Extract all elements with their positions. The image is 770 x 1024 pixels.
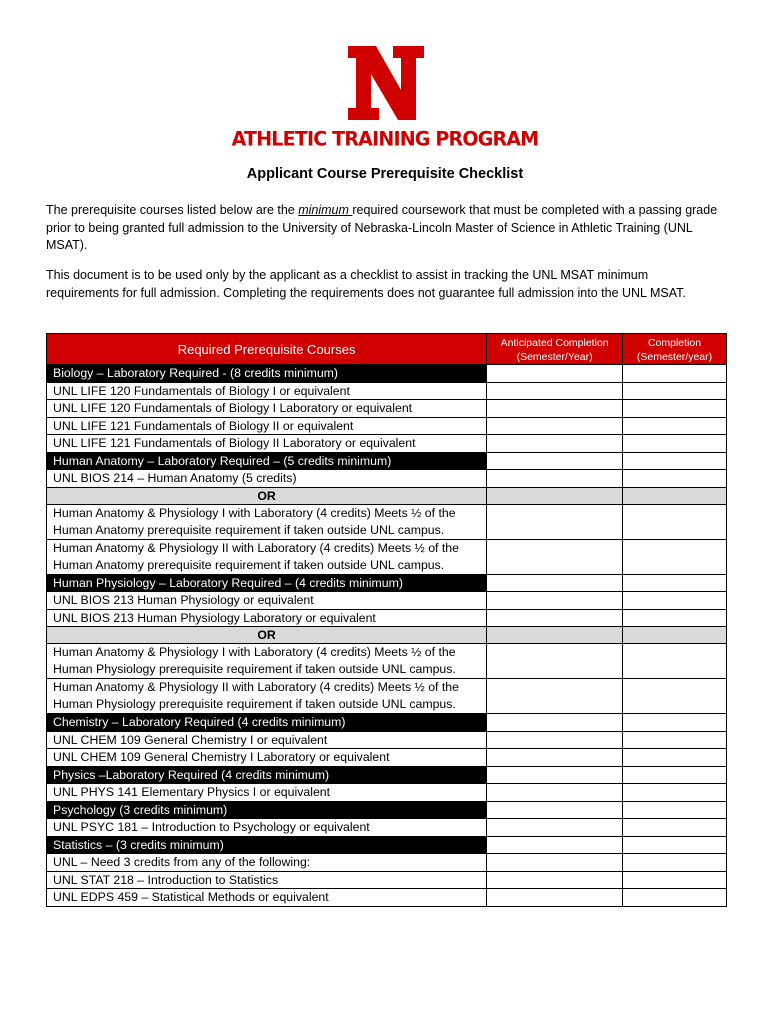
table-row [47,871,727,889]
completion-cell[interactable] [623,784,727,802]
completion-cell[interactable] [623,504,727,539]
or-row [47,627,727,644]
completion-cell[interactable] [623,382,727,400]
course-name: UNL LIFE 120 Fundamentals of Biology I Laboratory or equivalent [47,400,487,418]
anticipated-completion-cell[interactable] [487,435,623,453]
table-row [47,539,727,574]
anticipated-completion-cell[interactable] [487,731,623,749]
course-name: UNL STAT 218 – Introduction to Statistics [47,871,487,889]
section-heading: Physics –Laboratory Required (4 credits minimum) [47,766,487,784]
section-heading: Chemistry – Laboratory Required (4 credits minimum) [47,714,487,732]
completion-cell [623,487,727,504]
anticipated-completion-cell[interactable] [487,854,623,872]
anticipated-completion-cell [487,627,623,644]
section-row [47,766,727,784]
anticipated-completion-cell[interactable] [487,784,623,802]
anticipated-completion-cell[interactable] [487,470,623,488]
anticipated-completion-cell [487,766,623,784]
section-heading: Psychology (3 credits minimum) [47,801,487,819]
course-name: UNL EDPS 459 – Statistical Methods or equivalent [47,889,487,907]
section-row [47,365,727,383]
header-courses: Required Prerequisite Courses [47,334,487,365]
intro-paragraph: The prerequisite courses listed below are the minimum required coursework that must be completed with a passing grade prior to being granted full admission to the University of Nebraska-Lincoln Master of Science in Athletic Training (UNL MSAT). [46,203,718,252]
program-name: ATHLETIC TRAINING PROGRAM [231,127,539,151]
completion-cell[interactable] [623,854,727,872]
minimum-emphasis: minimum [298,203,353,217]
anticipated-completion-cell [487,452,623,470]
section-heading: Human Physiology – Laboratory Required – (4 credits minimum) [47,574,487,592]
course-name: UNL LIFE 121 Fundamentals of Biology II or equivalent [47,417,487,435]
anticipated-completion-cell[interactable] [487,644,623,679]
anticipated-completion-cell [487,365,623,383]
table-row [47,644,727,679]
course-name: UNL PSYC 181 – Introduction to Psychology or equivalent [47,819,487,837]
anticipated-completion-cell [487,714,623,732]
completion-cell[interactable] [623,889,727,907]
section-row [47,836,727,854]
table-row [47,504,727,539]
anticipated-completion-cell[interactable] [487,819,623,837]
table-row [47,819,727,837]
completion-cell [623,714,727,732]
course-name: UNL BIOS 213 Human Physiology Laboratory or equivalent [47,609,487,627]
disclaimer-paragraph: This document is to be used only by the applicant as a checklist to assist in tracking the UNL MSAT minimum requirements for full admission. Completing the requirements does not guarantee full admission into the UNL MSAT. [46,268,686,300]
completion-cell[interactable] [623,470,727,488]
anticipated-completion-cell[interactable] [487,539,623,574]
table-row [47,470,727,488]
course-name: Human Anatomy & Physiology I with Laboratory (4 credits) Meets ½ of the Human Anatomy prerequisite requirement if taken outside UNL campus. [47,504,487,539]
completion-cell[interactable] [623,592,727,610]
completion-cell[interactable] [623,731,727,749]
course-name: Human Anatomy & Physiology II with Laboratory (4 credits) Meets ½ of the Human Physiology prerequisite requirement if taken outside UNL campus. [47,679,487,714]
course-name: UNL BIOS 214 – Human Anatomy (5 credits) [47,470,487,488]
completion-cell[interactable] [623,644,727,679]
anticipated-completion-cell[interactable] [487,400,623,418]
page-title: Applicant Course Prerequisite Checklist [246,166,524,182]
header-anticipated: Anticipated Completion (Semester/Year) [487,334,623,365]
completion-cell[interactable] [623,679,727,714]
section-row [47,714,727,732]
completion-cell[interactable] [623,749,727,767]
anticipated-completion-cell[interactable] [487,417,623,435]
completion-cell [623,836,727,854]
course-name: UNL BIOS 213 Human Physiology or equivalent [47,592,487,610]
table-row [47,731,727,749]
completion-cell[interactable] [623,609,727,627]
anticipated-completion-cell[interactable] [487,871,623,889]
header-completion: Completion (Semester/year) [623,334,727,365]
table-row [47,400,727,418]
nebraska-n-logo [346,44,426,122]
table-row [47,609,727,627]
anticipated-completion-cell[interactable] [487,504,623,539]
section-heading: Biology – Laboratory Required - (8 credits minimum) [47,365,487,383]
prerequisite-table [46,333,727,907]
course-name: UNL LIFE 120 Fundamentals of Biology I or equivalent [47,382,487,400]
table-row [47,889,727,907]
table-row [47,382,727,400]
course-name: UNL – Need 3 credits from any of the following: [47,854,487,872]
table-row [47,417,727,435]
completion-cell[interactable] [623,819,727,837]
section-heading: Human Anatomy – Laboratory Required – (5 credits minimum) [47,452,487,470]
section-row [47,801,727,819]
anticipated-completion-cell[interactable] [487,609,623,627]
completion-cell[interactable] [623,435,727,453]
completion-cell[interactable] [623,417,727,435]
table-row [47,435,727,453]
table-row [47,854,727,872]
completion-cell [623,574,727,592]
completion-cell[interactable] [623,400,727,418]
anticipated-completion-cell[interactable] [487,749,623,767]
course-name: UNL PHYS 141 Elementary Physics I or equivalent [47,784,487,802]
anticipated-completion-cell [487,836,623,854]
table-row [47,679,727,714]
course-name: UNL LIFE 121 Fundamentals of Biology II Laboratory or equivalent [47,435,487,453]
section-row [47,574,727,592]
table-row [47,749,727,767]
anticipated-completion-cell [487,574,623,592]
section-heading: Statistics – (3 credits minimum) [47,836,487,854]
course-name: UNL CHEM 109 General Chemistry I or equivalent [47,731,487,749]
anticipated-completion-cell[interactable] [487,679,623,714]
table-row [47,592,727,610]
completion-cell [623,627,727,644]
completion-cell [623,801,727,819]
course-name: Human Anatomy & Physiology II with Laboratory (4 credits) Meets ½ of the Human Anatomy prerequisite requirement if taken outside UNL campus. [47,539,487,574]
anticipated-completion-cell[interactable] [487,382,623,400]
course-name: UNL CHEM 109 General Chemistry I Laboratory or equivalent [47,749,487,767]
completion-cell[interactable] [623,539,727,574]
section-row [47,452,727,470]
course-name: Human Anatomy & Physiology I with Laboratory (4 credits) Meets ½ of the Human Physiology prerequisite requirement if taken outside UNL campus. [47,644,487,679]
completion-cell[interactable] [623,871,727,889]
anticipated-completion-cell[interactable] [487,592,623,610]
or-label: OR [47,487,487,504]
or-row [47,487,727,504]
table-row [47,784,727,802]
completion-cell [623,766,727,784]
or-label: OR [47,627,487,644]
completion-cell [623,365,727,383]
anticipated-completion-cell[interactable] [487,889,623,907]
anticipated-completion-cell [487,487,623,504]
completion-cell [623,452,727,470]
anticipated-completion-cell [487,801,623,819]
